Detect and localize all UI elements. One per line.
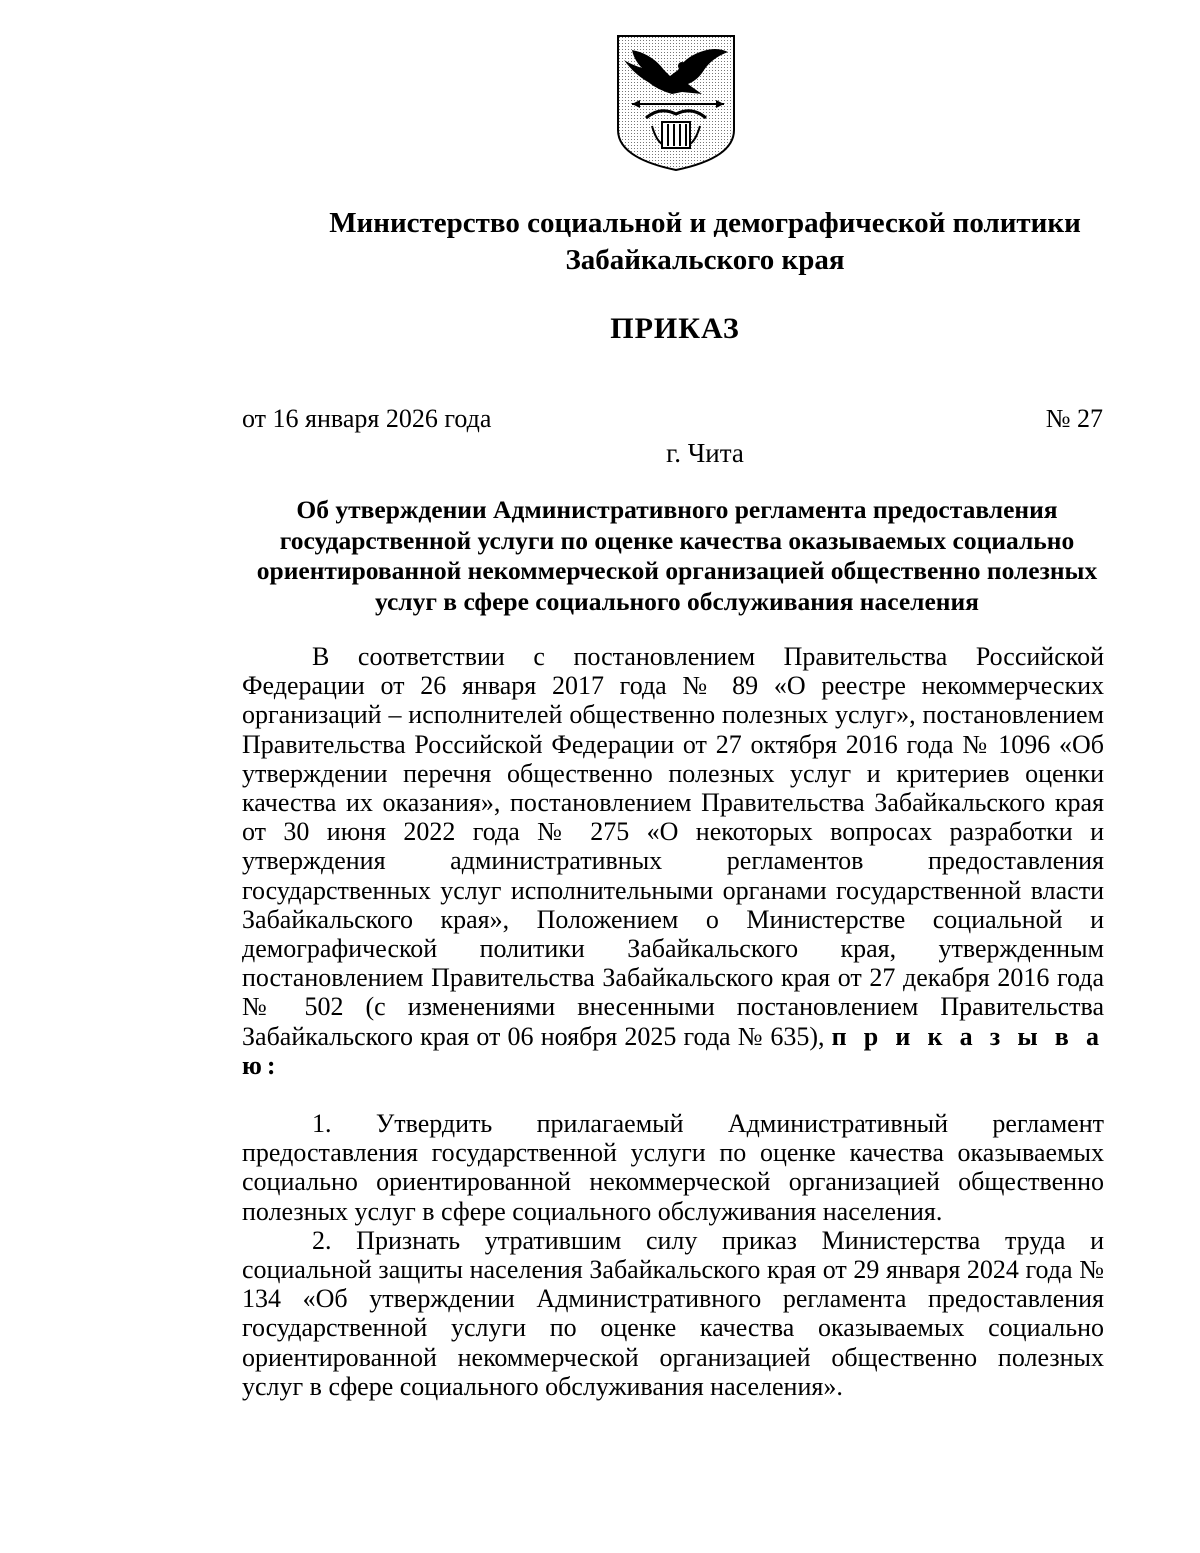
document-city: г. Чита bbox=[666, 438, 744, 468]
document-date: от 16 января 2026 года bbox=[242, 404, 492, 433]
subject-line-4: услуг в сфере социального обслуживания населения bbox=[375, 586, 979, 616]
item-1-paragraph: 1. Утвердить прилагаемый Административный регламент предоставления государственной услуги по оценке качества оказываемых социально ориентированной некоммерческой организацией общественно полезных услуг в сфере социального обслуживания населения. bbox=[242, 1109, 1104, 1226]
subject-line-2: государственной услуги по оценке качества оказываемых социально bbox=[279, 525, 1075, 555]
preamble-paragraph bbox=[242, 642, 1104, 1080]
ministry-name bbox=[300, 205, 1110, 279]
order-word: п р и к а з ы в а ю: bbox=[242, 1021, 1104, 1080]
document-subject bbox=[242, 495, 1112, 617]
preamble-text: В соответствии с постановлением Правительства Российской Федерации от 26 января 2017 года № 89 «О реестре некоммерческих организаций – исполнителей общественно полезных услуг», постановлением Правительства Российской Федерации от 27 октября 2016 года № 1096 «Об утверждении перечня общественно полезных услуг и критериев оценки качества их оказания», постановлением Правительства Забайкальского края от 30 июня 2022 года № 275 «О некоторых вопросах разработки и утверждения административных регламентов предоставления государственных услуг исполнительными органами государственной власти Забайкальского края», Положением о Министерстве социальной и демографической политики Забайкальского края, утвержденным постановлением Правительства Забайкальского края от 27 декабря 2016 года № 502 (с изменениями внесенными постановлением Правительства Забайкальского края от 06 ноября 2025 года № 635), bbox=[242, 642, 1104, 1051]
subject-line-3: ориентированной некоммерческой организацией общественно полезных bbox=[256, 556, 1098, 585]
ministry-line-2: Забайкальского края bbox=[565, 244, 845, 276]
document-type: ПРИКАЗ bbox=[610, 312, 740, 345]
document-body bbox=[242, 642, 1104, 1401]
ministry-line-1: Министерство социальной и демографической политики bbox=[329, 207, 1081, 239]
subject-line-1: Об утверждении Административного регламента предоставления bbox=[296, 495, 1058, 524]
item-2-paragraph: 2. Признать утратившим силу приказ Министерства труда и социальной защиты населения Забайкальского края от 29 января 2024 года № 134 «Об утверждении Административного регламента предоставления государственной услуги по оценке качества оказываемых социально ориентированной некоммерческой организацией общественно полезных услуг в сфере социального обслуживания населения». bbox=[242, 1225, 1104, 1401]
coat-of-arms-emblem bbox=[612, 30, 740, 172]
document-number: № 27 bbox=[1045, 404, 1103, 433]
